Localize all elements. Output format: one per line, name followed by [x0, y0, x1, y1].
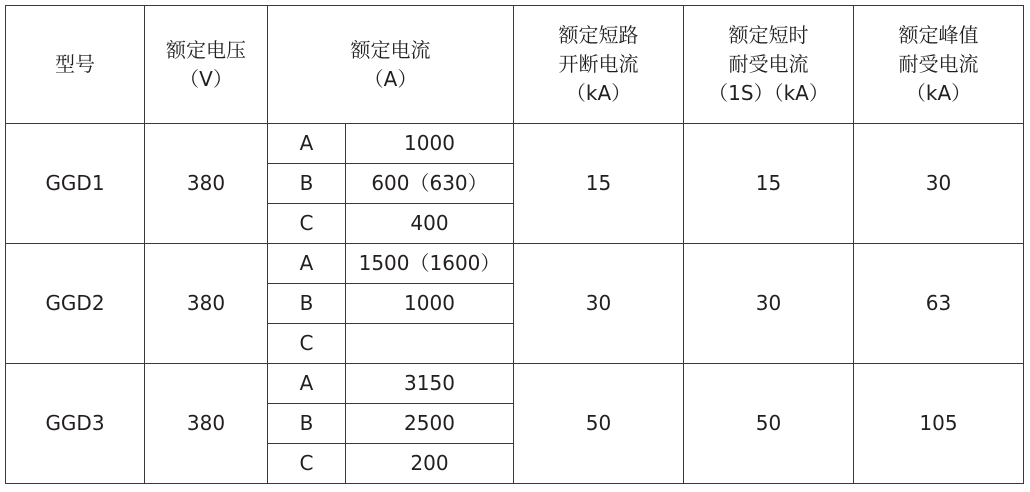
breaking-cell: 50	[514, 364, 684, 484]
peak-cell: 105	[854, 364, 1024, 484]
model-cell: GGD3	[6, 364, 145, 484]
table-row	[6, 244, 1024, 284]
current-value-cell: 1500（1600）	[346, 244, 514, 284]
breaking-cell: 30	[514, 244, 684, 364]
grade-cell: A	[268, 244, 346, 284]
header-short-time: 额定短时 耐受电流 （1S）（kA）	[684, 6, 854, 124]
table-row	[6, 124, 1024, 164]
header-peak: 额定峰值 耐受电流 （kA）	[854, 6, 1024, 124]
current-value-cell: 2500	[346, 404, 514, 444]
grade-cell: A	[268, 364, 346, 404]
grade-cell: A	[268, 124, 346, 164]
current-value-cell: 1000	[346, 124, 514, 164]
model-cell: GGD2	[6, 244, 145, 364]
voltage-cell: 380	[145, 364, 268, 484]
header-model: 型号	[6, 6, 145, 124]
voltage-cell: 380	[145, 244, 268, 364]
header-current: 额定电流 （A）	[268, 6, 514, 124]
voltage-cell: 380	[145, 124, 268, 244]
current-value-cell: 200	[346, 444, 514, 484]
grade-cell: C	[268, 324, 346, 364]
model-cell: GGD1	[6, 124, 145, 244]
peak-cell: 63	[854, 244, 1024, 364]
spec-table-container	[5, 5, 1024, 484]
short-time-cell: 30	[684, 244, 854, 364]
current-value-cell: 600（630）	[346, 164, 514, 204]
peak-cell: 30	[854, 124, 1024, 244]
grade-cell: C	[268, 444, 346, 484]
current-value-cell: 400	[346, 204, 514, 244]
grade-cell: B	[268, 284, 346, 324]
table-row	[6, 364, 1024, 404]
grade-cell: C	[268, 204, 346, 244]
breaking-cell: 15	[514, 124, 684, 244]
short-time-cell: 15	[684, 124, 854, 244]
current-value-cell: 3150	[346, 364, 514, 404]
short-time-cell: 50	[684, 364, 854, 484]
header-voltage: 额定电压 （V）	[145, 6, 268, 124]
current-value-cell	[346, 324, 514, 364]
spec-table	[5, 5, 1024, 484]
header-row	[6, 6, 1024, 124]
current-value-cell: 1000	[346, 284, 514, 324]
grade-cell: B	[268, 164, 346, 204]
header-breaking: 额定短路 开断电流 （kA）	[514, 6, 684, 124]
grade-cell: B	[268, 404, 346, 444]
